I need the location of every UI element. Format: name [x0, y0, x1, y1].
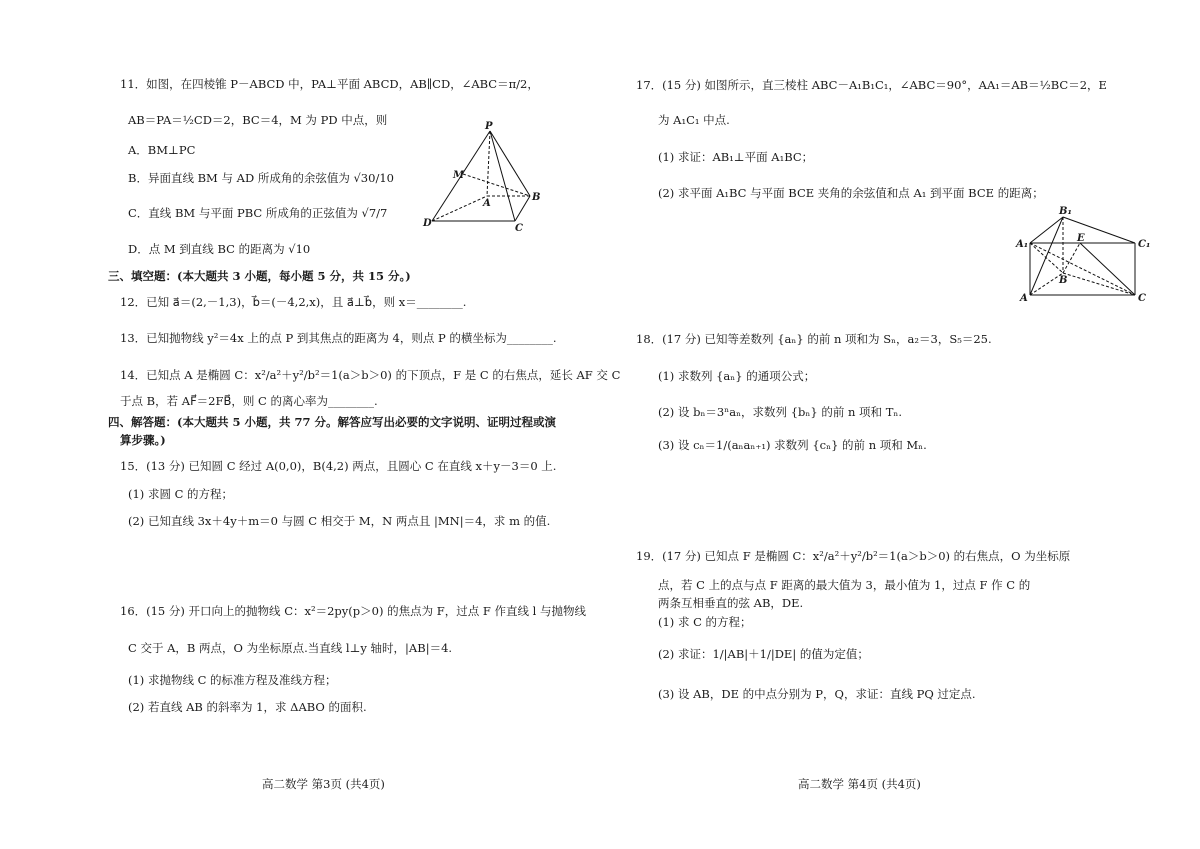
- q17-stem-line1: 17．(15 分) 如图所示，直三棱柱 ABC－A₁B₁C₁，∠ABC＝90°，AA₁＝AB＝½BC＝2，E: [636, 78, 1107, 92]
- q11-option-d: D．点 M 到直线 BC 的距离为 √10: [128, 242, 311, 256]
- q18-part1: (1) 求数列 {aₙ} 的通项公式；: [658, 369, 816, 383]
- label-m: M: [453, 170, 465, 181]
- prism-figure: [1015, 205, 1155, 305]
- label-a: A: [483, 198, 491, 209]
- q11-stem-line2: AB＝PA＝½CD＝2，BC＝4，M 为 PD 中点，则: [128, 113, 388, 127]
- pyramid-figure: [420, 121, 550, 236]
- q18-part3: (3) 设 cₙ＝1/(aₙaₙ₊₁) 求数列 {cₙ} 的前 n 项和 Mₙ.: [658, 438, 927, 452]
- label-d: D: [423, 218, 432, 229]
- q11-option-c: C．直线 BM 与平面 PBC 所成角的正弦值为 √7/7: [128, 206, 388, 220]
- q15-stem: 15．(13 分) 已知圆 C 经过 A(0,0)，B(4,2) 两点，且圆心 C 在直线 x＋y－3＝0 上.: [120, 459, 557, 473]
- q16-part2: (2) 若直线 AB 的斜率为 1，求 ΔABO 的面积.: [128, 700, 367, 714]
- section-3-heading: 三、填空题：(本大题共 3 小题，每小题 5 分，共 15 分。): [108, 269, 411, 283]
- q16-stem-line2: C 交于 A，B 两点，O 为坐标原点.当直线 l⊥y 轴时，|AB|＝4.: [128, 641, 453, 655]
- q17-part2: (2) 求平面 A₁BC 与平面 BCE 夹角的余弦值和点 A₁ 到平面 BCE 的距离；: [658, 186, 1044, 200]
- section-4-heading-line2: 算步骤。): [120, 433, 166, 447]
- label-c1: C₁: [1138, 239, 1151, 250]
- label-e: E: [1077, 233, 1085, 244]
- q11-option-b: B．异面直线 BM 与 AD 所成角的余弦值为 √30/10: [128, 171, 394, 185]
- q18-stem: 18．(17 分) 已知等差数列 {aₙ} 的前 n 项和为 Sₙ，a₂＝3，S₅＝25.: [636, 332, 992, 346]
- q19-stem-line3: 两条互相垂直的弦 AB，DE.: [658, 596, 804, 610]
- label-a1: A₁: [1016, 239, 1029, 250]
- q15-part2: (2) 已知直线 3x＋4y＋m＝0 与圆 C 相交于 M，N 两点且 |MN|＝4，求 m 的值.: [128, 514, 551, 528]
- page-4: [600, 0, 1160, 849]
- q16-stem-line1: 16．(15 分) 开口向上的抛物线 C：x²＝2py(p＞0) 的焦点为 F，过点 F 作直线 l 与抛物线: [120, 604, 586, 618]
- label-b1: B₁: [1059, 206, 1072, 217]
- label-c: C: [1138, 293, 1146, 304]
- q19-stem-line2: 点，若 C 上的点与点 F 距离的最大值为 3，最小值为 1，过点 F 作 C 的: [658, 578, 1031, 592]
- q11-option-a: A．BM⊥PC: [128, 143, 196, 157]
- q17-part1: (1) 求证：AB₁⊥平面 A₁BC；: [658, 150, 814, 164]
- label-a: A: [1020, 293, 1028, 304]
- q16-part1: (1) 求抛物线 C 的标准方程及准线方程；: [128, 673, 337, 687]
- q19-part2: (2) 求证：1/|AB|＋1/|DE| 的值为定值；: [658, 647, 869, 661]
- q18-part2: (2) 设 bₙ＝3ⁿaₙ，求数列 {bₙ} 的前 n 项和 Tₙ.: [658, 405, 903, 419]
- q11-stem-line1: 11．如图，在四棱锥 P－ABCD 中，PA⊥平面 ABCD，AB∥CD，∠ABC＝π/2，: [120, 77, 539, 91]
- section-4-heading-line1: 四、解答题：(本大题共 5 小题，共 77 分。解答应写出必要的文字说明、证明过程或演: [108, 415, 556, 429]
- q12: 12．已知 a⃗＝(2,－1,3)，b⃗＝(－4,2,x)，且 a⃗⊥b⃗，则 x＝________.: [120, 295, 467, 309]
- label-b: B: [1059, 275, 1068, 286]
- q19-part1: (1) 求 C 的方程；: [658, 615, 752, 629]
- page-4-footer: 高二数学 第4页 (共4页): [798, 777, 921, 791]
- label-p: P: [485, 121, 493, 132]
- page-3-footer: 高二数学 第3页 (共4页): [262, 777, 385, 791]
- q17-stem-line2: 为 A₁C₁ 中点.: [658, 113, 730, 127]
- q19-stem-line1: 19．(17 分) 已知点 F 是椭圆 C：x²/a²＋y²/b²＝1(a＞b＞0) 的右焦点，O 为坐标原: [636, 549, 1071, 563]
- q14-line1: 14．已知点 A 是椭圆 C：x²/a²＋y²/b²＝1(a＞b＞0) 的下顶点，F 是 C 的右焦点，延长 AF 交 C: [120, 368, 621, 382]
- label-c: C: [515, 223, 523, 234]
- q19-part3: (3) 设 AB，DE 的中点分别为 P，Q，求证：直线 PQ 过定点.: [658, 687, 976, 701]
- label-b: B: [532, 192, 541, 203]
- q14-line2: 于点 B，若 AF⃗＝2FB⃗，则 C 的离心率为________.: [120, 394, 378, 408]
- q13: 13．已知抛物线 y²＝4x 上的点 P 到其焦点的距离为 4，则点 P 的横坐标为________.: [120, 331, 557, 345]
- q15-part1: (1) 求圆 C 的方程；: [128, 487, 234, 501]
